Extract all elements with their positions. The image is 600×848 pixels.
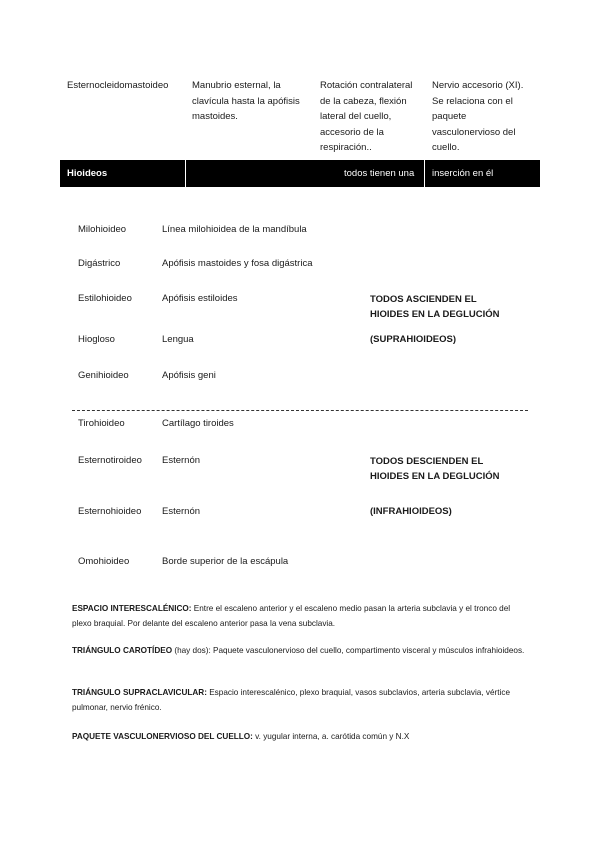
- infra-muscle-3: Esternohioideo: [78, 506, 142, 517]
- top-row-muscle: Esternocleidomastoideo: [67, 80, 169, 91]
- supra-muscle-1: Milohioideo: [78, 224, 127, 235]
- note-espacio-interescalenico: [72, 601, 528, 631]
- header-mid-text: todos tienen una: [344, 168, 415, 179]
- supra-insertion-3: Apófisis estiloides: [162, 293, 238, 304]
- supra-muscle-4: Hiogloso: [78, 334, 115, 345]
- infra-note-group: (INFRAHIOIDEOS): [370, 506, 452, 517]
- top-row-origin: Manubrio esternal, la clavícula hasta la apófisis mastoides.: [192, 80, 300, 122]
- note-paquete-vasculonervioso: [72, 729, 528, 744]
- supra-insertion-1: Línea milohioidea de la mandíbula: [162, 224, 307, 235]
- note-text: v. yugular interna, a. carótida común y N.X: [252, 732, 410, 741]
- supra-insertion-4: Lengua: [162, 334, 194, 345]
- infra-insertion-4: Borde superior de la escápula: [162, 556, 289, 567]
- supra-note-line2: HIOIDES EN LA DEGLUCIÓN: [370, 309, 500, 320]
- supra-muscle-2: Digástrico: [78, 258, 121, 269]
- top-row-nerve: Nervio accesorio (XI). Se relaciona con el paquete vasculonervioso del cuello.: [432, 80, 524, 153]
- section-divider: [72, 410, 528, 411]
- note-text: Espacio interescalénico, plexo braquial, vasos subclavios, arteria subclavia, vértice pulmonar, nervio frénico.: [72, 688, 511, 712]
- infra-note-line1: TODOS DESCIENDEN EL: [370, 456, 484, 467]
- supra-insertion-2: Apófisis mastoides y fosa digástrica: [162, 258, 313, 269]
- note-triangulo-supraclavicular: [72, 685, 528, 715]
- note-term: TRIÁNGULO SUPRACLAVICULAR:: [72, 688, 207, 697]
- supra-muscle-5: Genihioideo: [78, 370, 129, 381]
- supra-muscle-3: Estilohioideo: [78, 293, 132, 304]
- infra-muscle-2: Esternotiroideo: [78, 455, 142, 466]
- infra-muscle-1: Tirohioideo: [78, 418, 125, 429]
- hioideos-header-bar: [60, 160, 540, 187]
- supra-note-group: (SUPRAHIOIDEOS): [370, 334, 457, 345]
- infra-insertion-2: Esternón: [162, 455, 201, 466]
- supra-note-line1: TODOS ASCIENDEN EL: [370, 294, 477, 305]
- supra-insertion-5: Apófisis geni: [162, 370, 216, 381]
- infra-muscle-4: Omohioideo: [78, 556, 130, 567]
- header-right-text: inserción en él: [432, 168, 494, 179]
- infra-note-line2: HIOIDES EN LA DEGLUCIÓN: [370, 471, 500, 482]
- note-term: PAQUETE VASCULONERVIOSO DEL CUELLO:: [72, 732, 253, 741]
- note-triangulo-carotideo: [72, 643, 528, 658]
- top-row-action: Rotación contralateral de la cabeza, flexión lateral del cuello, accesorio de la respiración..: [320, 80, 413, 153]
- note-term: ESPACIO INTERESCALÉNICO:: [72, 604, 192, 613]
- infra-insertion-1: Cartílago tiroides: [162, 418, 234, 429]
- infra-insertion-3: Esternón: [162, 506, 201, 517]
- note-text: (hay dos): Paquete vasculonervioso del cuello, compartimento visceral y músculos infrahioideos.: [172, 646, 525, 655]
- note-term: TRIÁNGULO CAROTÍDEO: [72, 646, 173, 655]
- note-text: Entre el escaleno anterior y el escaleno medio pasan la arteria subclavia y el tronco del plexo braquial. Por delante del escaleno anterior pasa la vena subclavia.: [72, 604, 511, 628]
- header-title: Hioideos: [67, 168, 108, 179]
